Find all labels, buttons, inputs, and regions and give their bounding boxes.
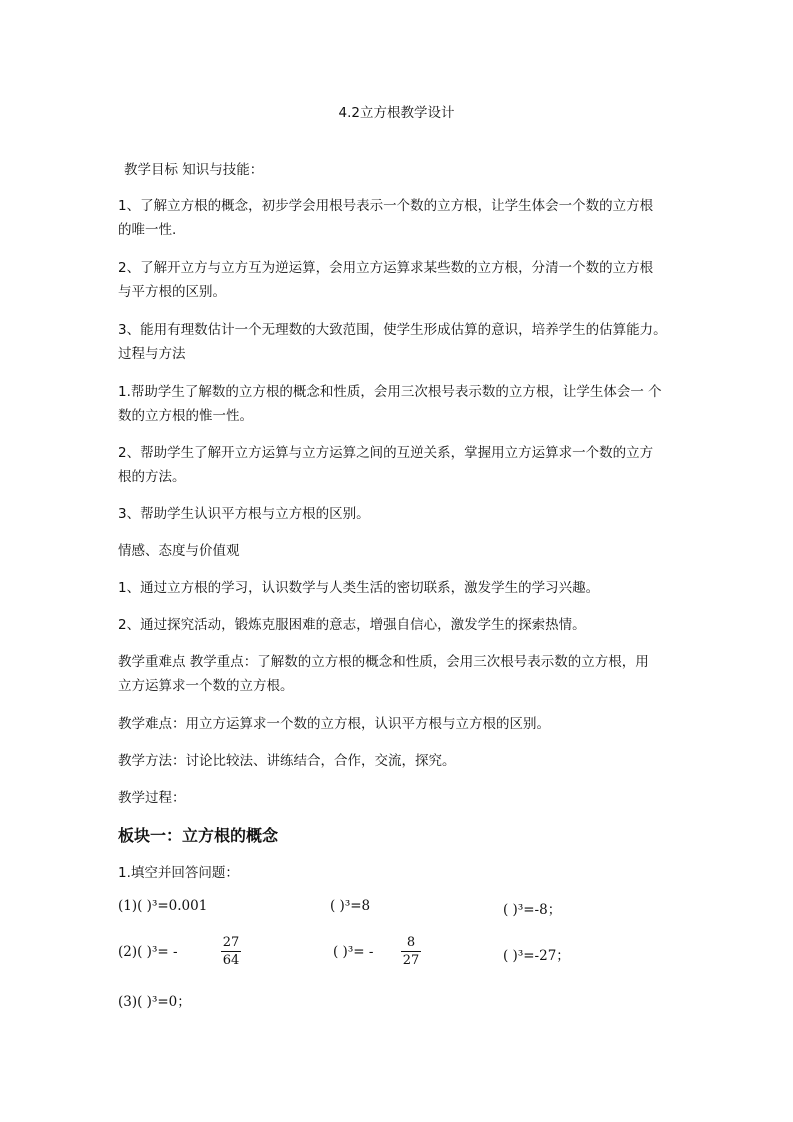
process-item-1: 1.帮助学生了解数的立方根的概念和性质，会用三次根号表示数的立方根，让学生体会一 个 数的立方根的惟一性。 — [118, 384, 662, 424]
page-title: 4.2立方根教学设计 — [338, 105, 455, 121]
fraction-numerator: 8 — [406, 935, 416, 950]
difficulty: 教学难点：用立方运算求一个数的立方根，认识平方根与立方根的区别。 — [118, 716, 550, 732]
emotion-item-1: 1、通过立方根的学习，认识数学与人类生活的密切联系，激发学生的学习兴趣。 — [118, 580, 600, 596]
fraction-numerator: 27 — [222, 935, 240, 950]
fraction-denominator: 27 — [402, 953, 420, 968]
fraction-2a — [221, 935, 241, 968]
knowledge-item-2: 2、了解开立方与立方互为逆运算，会用立方运算求某些数的立方根，分清一个数的立方根 与平方根的区别。 — [118, 260, 654, 300]
exercise-2a: (2)( )³= - — [118, 944, 178, 960]
emotion-item-2: 2、通过探究活动，锻炼克服困难的意志，增强自信心，激发学生的探索热情。 — [118, 617, 586, 633]
methods: 教学方法：讨论比较法、讲练结合，合作，交流，探究。 — [118, 753, 456, 769]
process-item-3: 3、帮助学生认识平方根与立方根的区别。 — [118, 506, 370, 522]
exercise-1a: (1)( )³=0.001 — [118, 898, 208, 914]
exercise-1b: ( )³=8 — [330, 898, 371, 914]
exercise-1c: ( )³=-8； — [503, 902, 562, 918]
key-points: 教学重难点 教学重点：了解数的立方根的概念和性质，会用三次根号表示数的立方根，用 立方运算求一个数的立方根。 — [118, 654, 649, 694]
objectives-heading: 教学目标 知识与技能： — [124, 162, 264, 178]
fraction-denominator: 64 — [222, 953, 240, 968]
fraction-2b — [401, 935, 421, 968]
exercise-intro: 1.填空并回答问题： — [118, 865, 239, 881]
exercise-2b: ( )³= - — [333, 944, 374, 960]
exercise-3a: (3)( )³=0； — [118, 994, 191, 1010]
knowledge-item-3: 3、能用有理数估计一个无理数的大致范围，使学生形成估算的意识，培养学生的估算能力。 过程与方法 — [118, 322, 667, 362]
emotion-heading: 情感、态度与价值观 — [118, 543, 240, 559]
knowledge-item-1: 1、了解立方根的概念，初步学会用根号表示一个数的立方根，让学生体会一个数的立方根 的唯一性. — [118, 198, 654, 238]
process-item-2: 2、帮助学生了解开立方运算与立方运算之间的互逆关系，掌握用立方运算求一个数的立方 根的方法。 — [118, 445, 654, 485]
section-heading: 板块一：立方根的概念 — [118, 826, 279, 845]
procedure-heading: 教学过程： — [118, 790, 186, 806]
exercise-2c: ( )³=-27； — [503, 948, 570, 964]
